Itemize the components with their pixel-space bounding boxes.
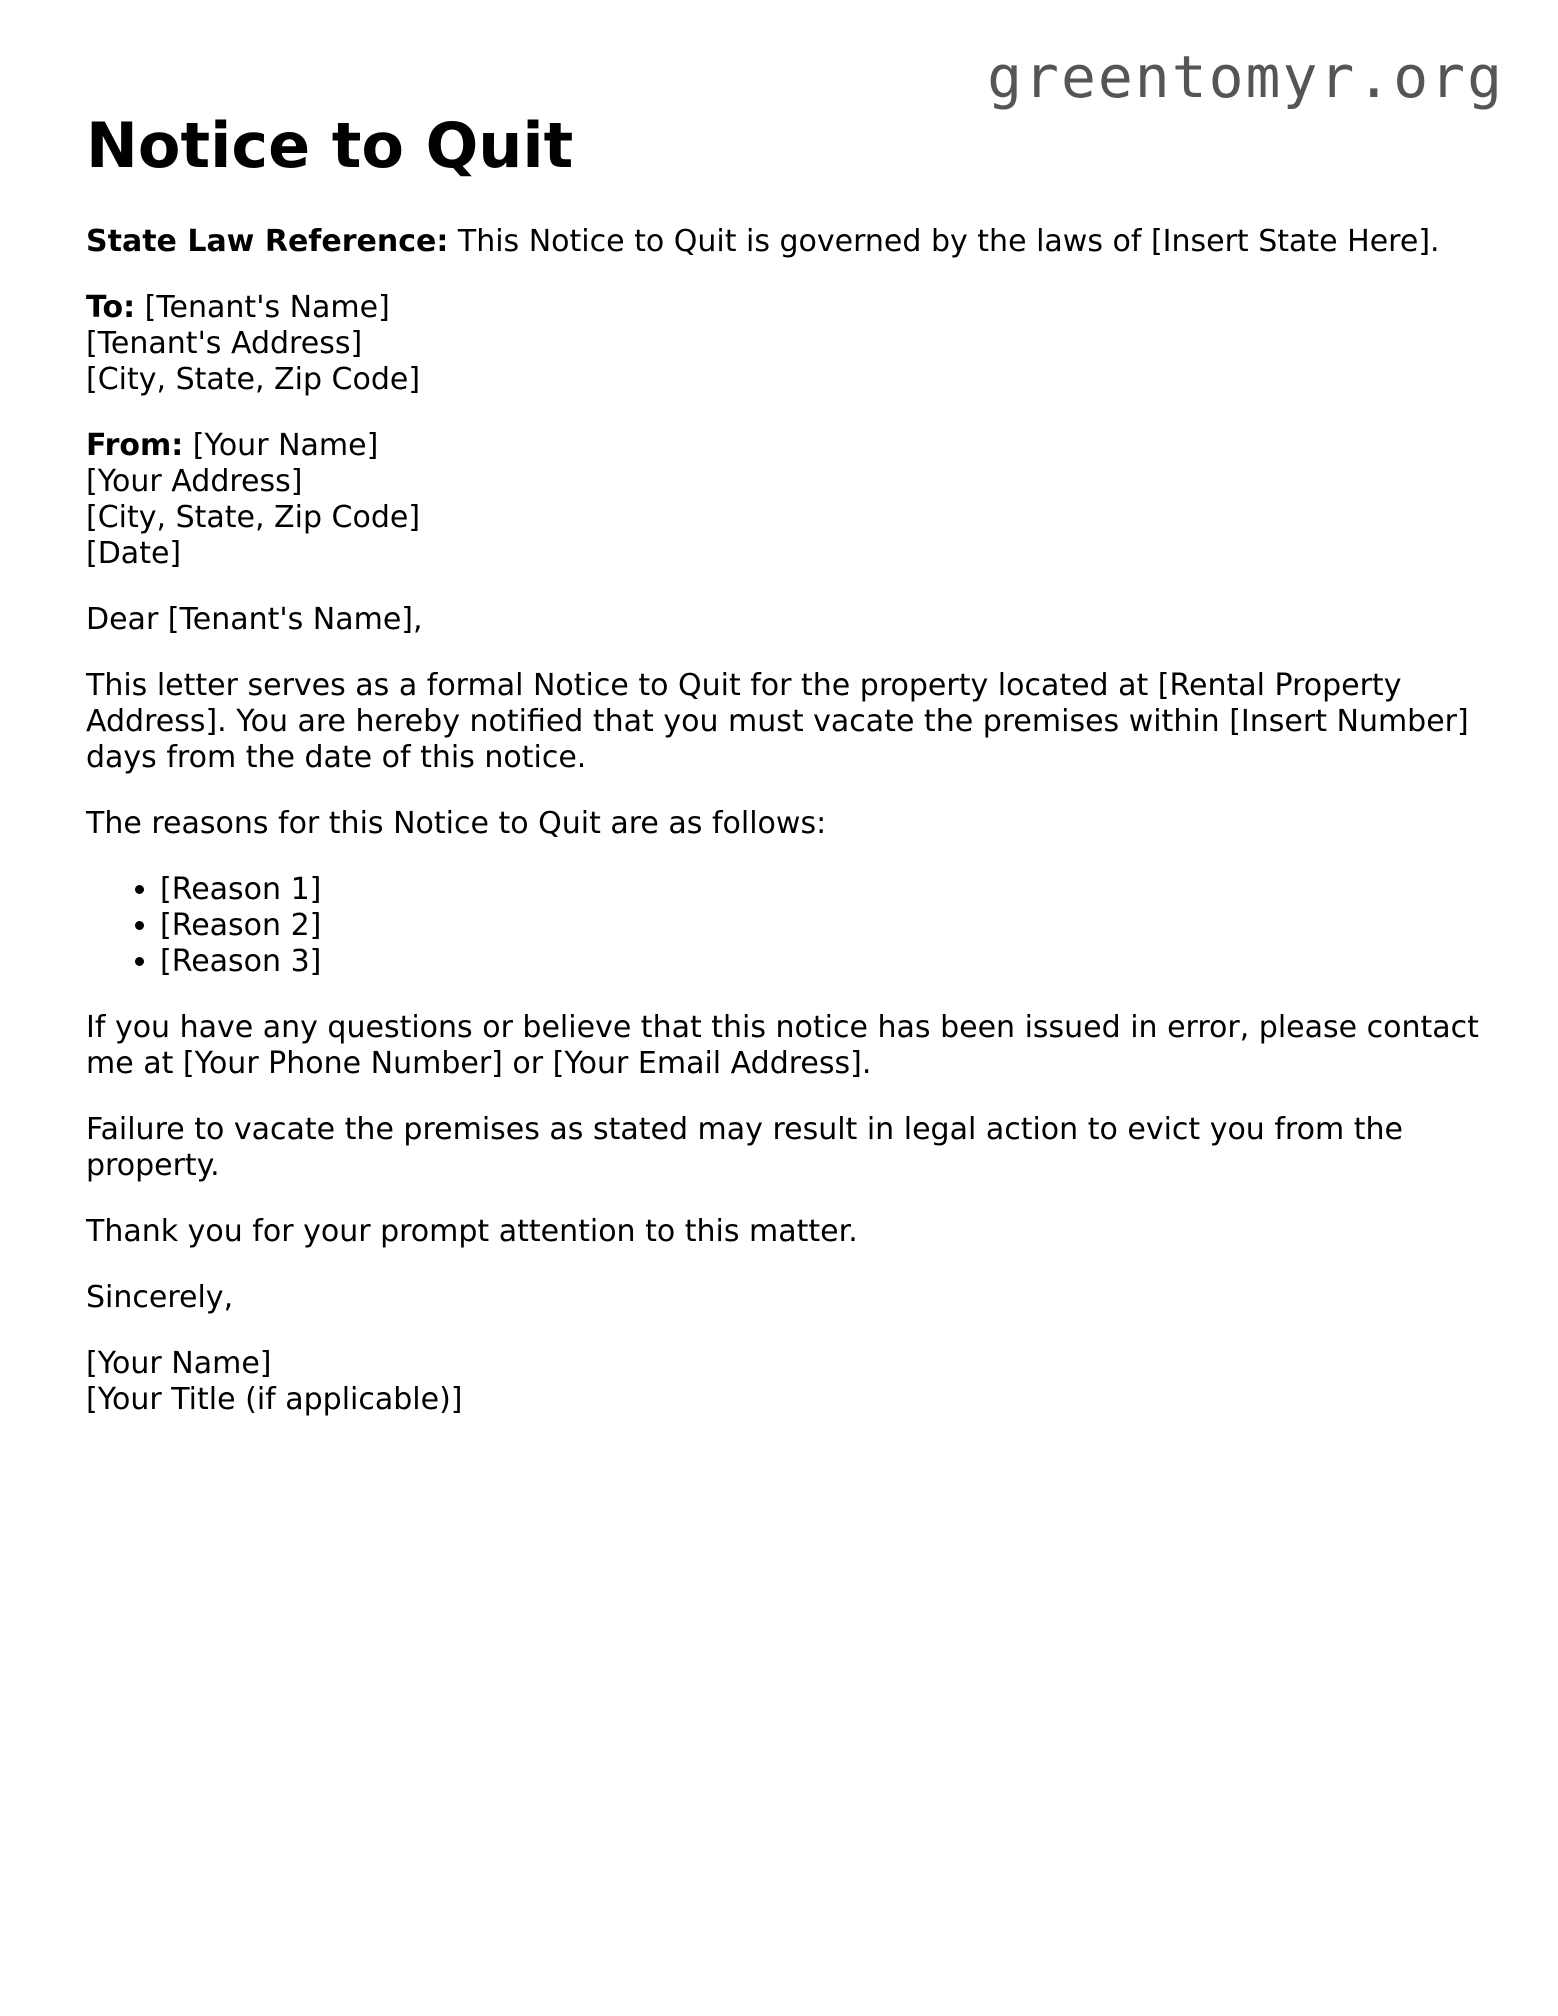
signature-block <box>86 1346 1486 1418</box>
state-law-label: State Law Reference: <box>86 224 449 259</box>
state-law-reference <box>86 224 1486 260</box>
sender-name: [Your Name] <box>183 428 379 463</box>
recipient-block <box>86 290 1486 398</box>
from-label: From: <box>86 428 184 463</box>
list-item: • [Reason 3] <box>160 944 1486 980</box>
sender-city: [City, State, Zip Code] <box>86 500 421 535</box>
list-item: • [Reason 2] <box>160 908 1486 944</box>
state-law-text: This Notice to Quit is governed by the laws of [Insert State Here]. <box>448 224 1440 259</box>
watermark: greentomyr.org <box>987 43 1504 111</box>
paragraph-contact: If you have any questions or believe that this notice has been issued in error, please contact me at [Your Phone Number] or [Your Email Address]. <box>86 1010 1479 1081</box>
reasons-list <box>86 872 1486 980</box>
sender-address: [Your Address] <box>86 464 303 499</box>
page-title: Notice to Quit <box>86 109 574 182</box>
paragraph-thanks: Thank you for your prompt attention to this matter. <box>86 1214 858 1249</box>
sender-name-line <box>86 428 1486 464</box>
paragraph-reasons-intro: The reasons for this Notice to Quit are as follows: <box>86 806 827 841</box>
signature-name: [Your Name] <box>86 1346 272 1381</box>
tenant-address: [Tenant's Address] <box>86 326 363 361</box>
tenant-city: [City, State, Zip Code] <box>86 362 421 397</box>
list-item: • [Reason 1] <box>160 872 1486 908</box>
tenant-name: [Tenant's Name] <box>135 290 390 325</box>
paragraph-warning: Failure to vacate the premises as stated may result in legal action to evict you from the property. <box>86 1112 1403 1183</box>
signature-title: [Your Title (if applicable)] <box>86 1382 463 1417</box>
sender-block <box>86 428 1486 572</box>
to-label: To: <box>86 290 136 325</box>
document-body <box>86 109 1486 1448</box>
notice-date: [Date] <box>86 536 182 571</box>
recipient-name-line <box>86 290 1486 326</box>
salutation: Dear [Tenant's Name], <box>86 602 423 637</box>
closing: Sincerely, <box>86 1280 234 1315</box>
paragraph-notice: This letter serves as a formal Notice to Quit for the property located at [Rental Property Address]. You are hereby notified that you must vacate the premises within [Insert Number] days from the date of this notice. <box>86 668 1469 775</box>
